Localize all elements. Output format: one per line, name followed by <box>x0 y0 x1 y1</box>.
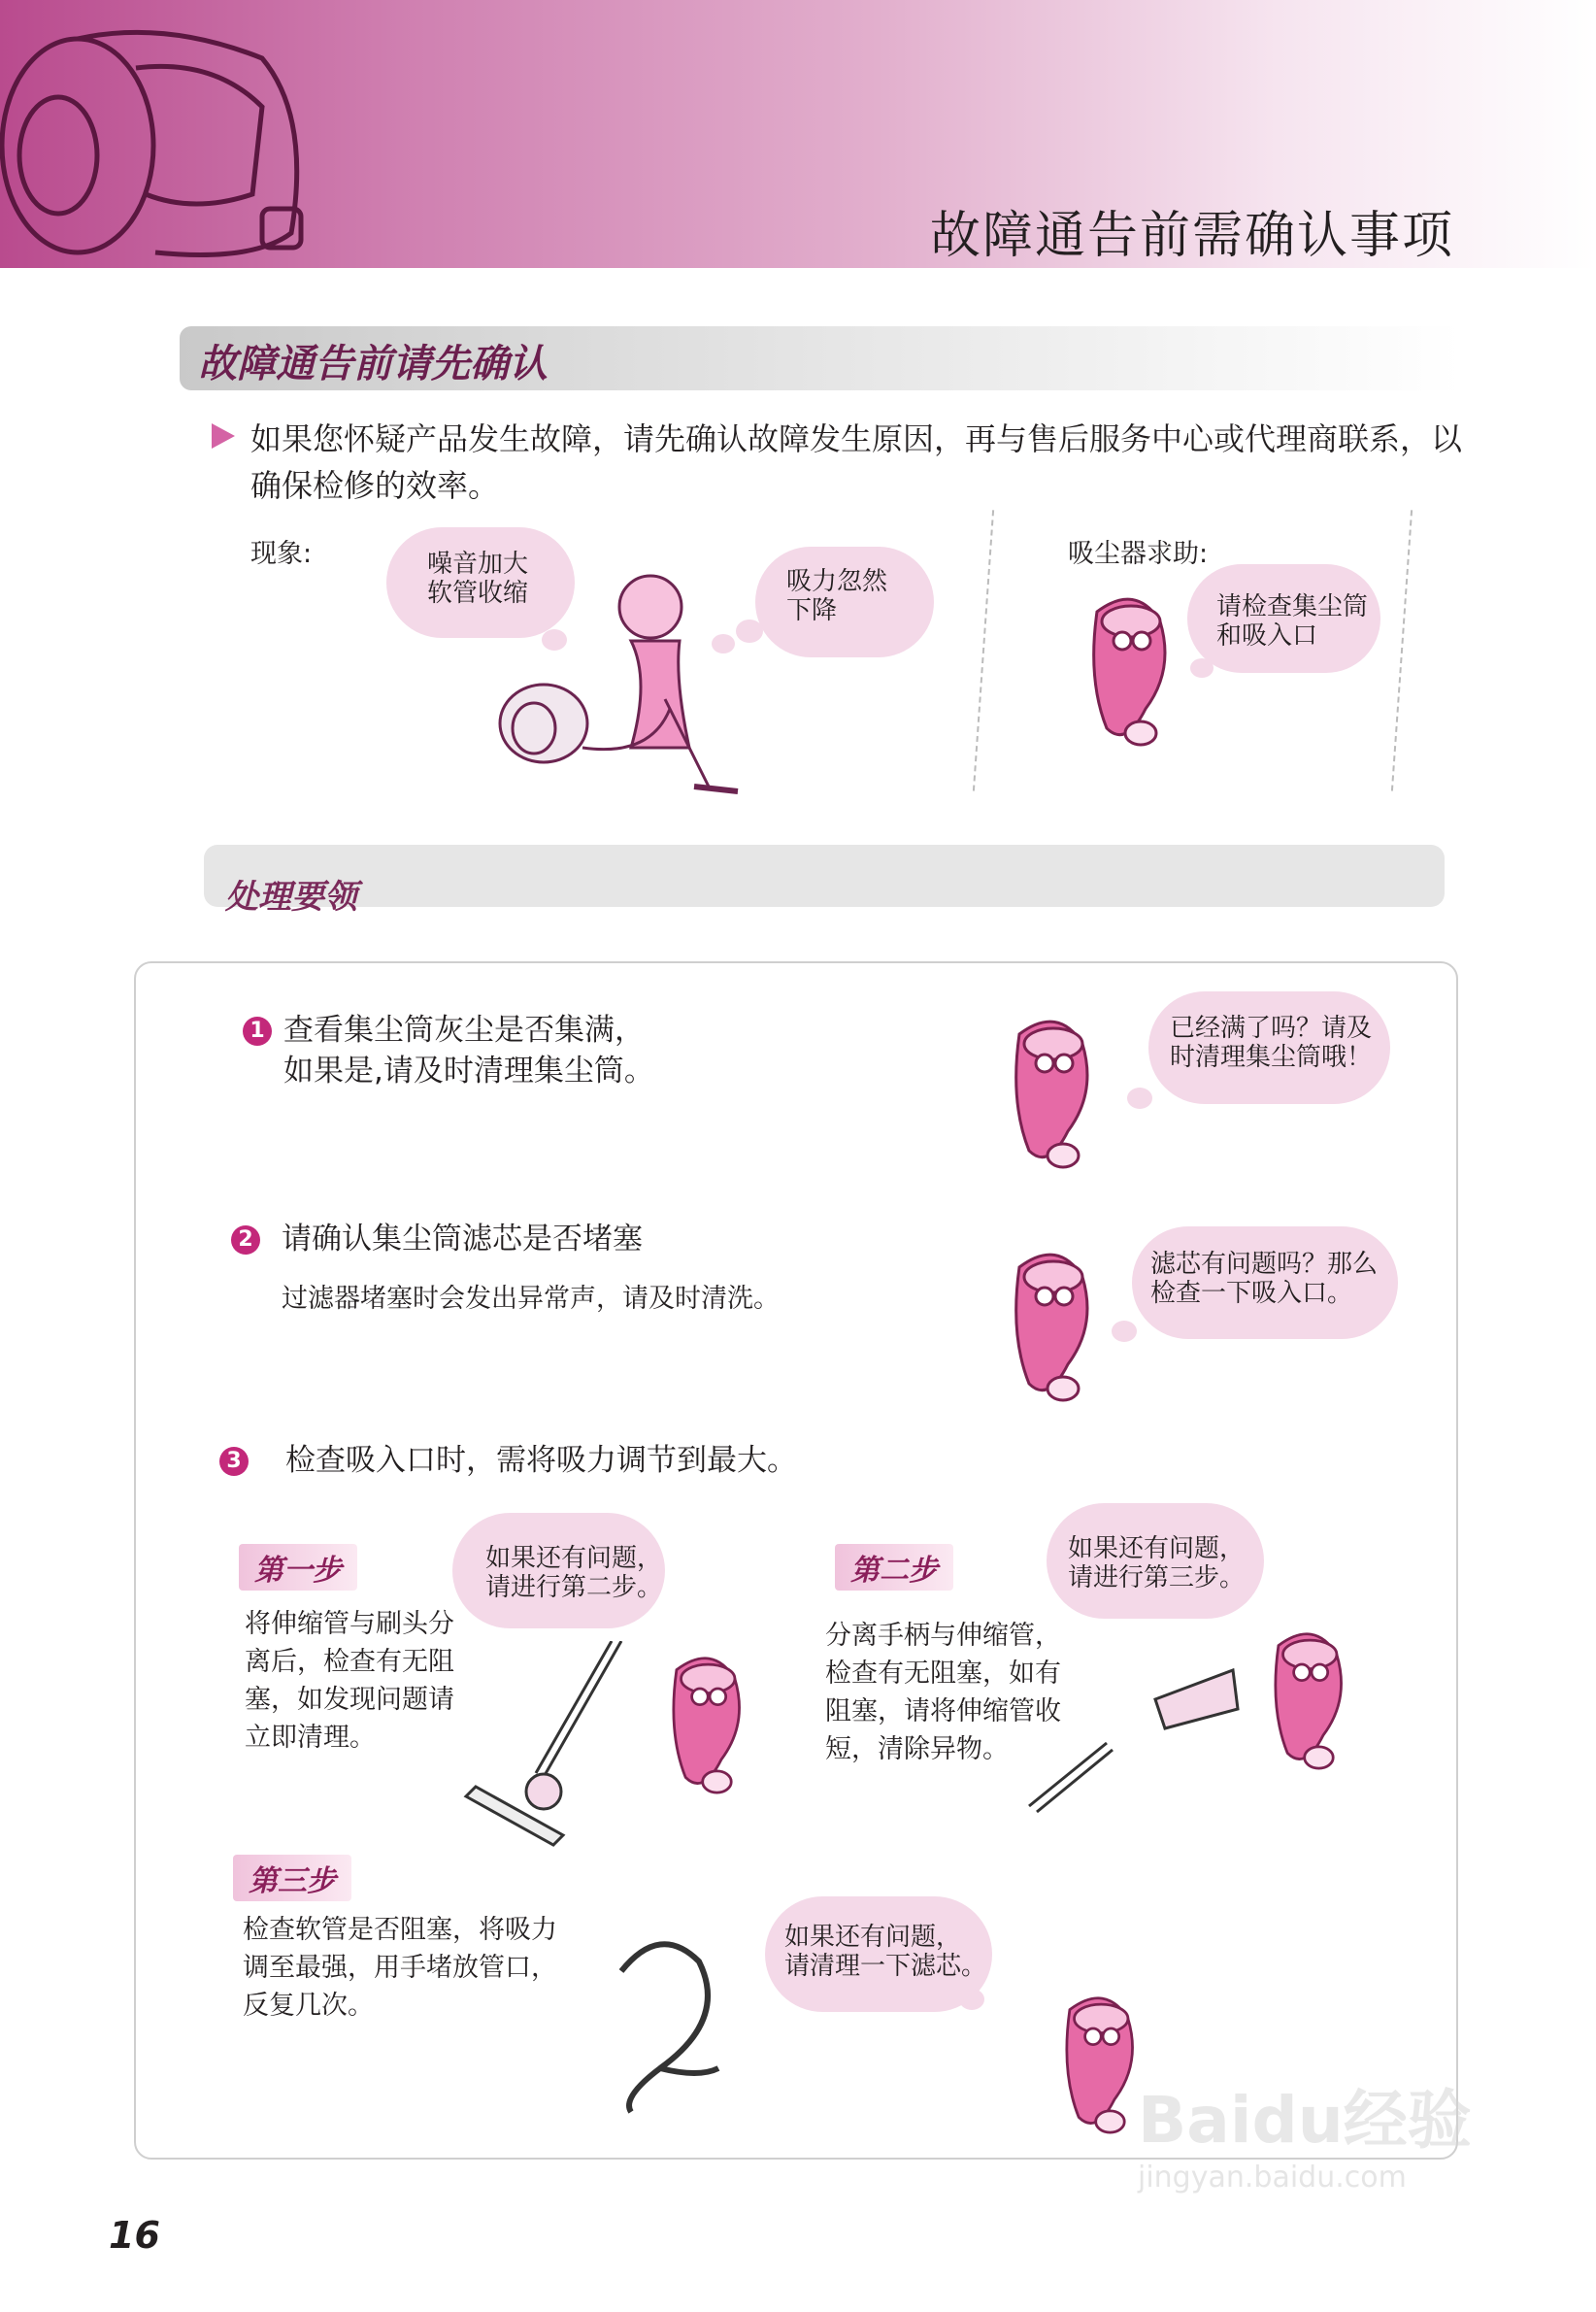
mascot-illustration <box>1243 1617 1359 1782</box>
section-title-bar <box>204 845 1445 907</box>
intro-text: 如果您怀疑产品发生故障，请先确认故障发生原因，再与售后服务中心或代理商联系，以确保检修的效率。 <box>250 420 1463 504</box>
step-label: 第二步 <box>835 1544 953 1591</box>
item-bubble-text: 已经满了吗？请及 时清理集尘筒哦！ <box>1170 1014 1373 1072</box>
mascot-illustration <box>981 1005 1107 1180</box>
nozzle-illustration <box>447 1641 641 1855</box>
page-number: 16 <box>109 2214 160 2257</box>
step-bubble-text: 如果还有问题， 请进行第二步。 <box>485 1544 663 1602</box>
item-text: 查看集尘筒灰尘是否集满， 如果是,请及时清理集尘筒。 <box>283 1013 654 1089</box>
step-bubble-text: 如果还有问题， 请清理一下滤芯。 <box>784 1923 987 1981</box>
bubble-suction-text: 吸力忽然 下降 <box>786 567 888 625</box>
dashed-divider <box>1391 510 1414 791</box>
thought-dot <box>961 1991 982 2008</box>
step-number-badge: 3 <box>219 1447 249 1476</box>
thought-dot <box>1129 1089 1150 1107</box>
triangle-bullet-icon <box>212 423 235 449</box>
item-text: 检查吸入口时，需将吸力调节到最大。 <box>285 1443 797 1478</box>
baidu-watermark <box>1138 2068 1507 2224</box>
step-label: 第一步 <box>239 1544 357 1591</box>
step-number-badge: 1 <box>243 1017 272 1046</box>
hose-illustration <box>602 1923 738 2117</box>
step-text: 将伸缩管与刷头分 离后，检查有无阻 塞，如发现问题请 立即清理。 <box>245 1609 454 1753</box>
bubble-noise-text: 噪音加大 软管收缩 <box>427 550 529 608</box>
handle-illustration <box>1019 1651 1252 1816</box>
step-bubble-text: 如果还有问题， 请进行第三步。 <box>1068 1534 1246 1592</box>
watermark-url: jingyan.baidu.com <box>1138 2161 1407 2195</box>
mascot-illustration <box>641 1641 757 1806</box>
item-subtext: 过滤器堵塞时会发出异常声，请及时清洗。 <box>282 1284 780 1314</box>
mascot-illustration <box>1058 583 1184 757</box>
thought-dot <box>1192 660 1212 676</box>
vacuum-header-illustration <box>0 0 320 268</box>
dashed-divider <box>973 510 996 791</box>
step-text: 检查软管是否阻塞，将吸力 调至最强，用手堵放管口， 反复几次。 <box>243 1915 557 2021</box>
page-title: 故障通告前需确认事项 <box>929 207 1454 265</box>
symptom-label: 现象: <box>250 539 313 569</box>
step-number-badge: 2 <box>231 1225 260 1255</box>
step-text: 分离手柄与伸缩管， 检查有无阻塞，如有 阻塞，请将伸缩管收 短，清除异物。 <box>825 1621 1061 1764</box>
thought-dot <box>1114 1323 1135 1340</box>
watermark-brand: Baidu经验 <box>1138 2083 1472 2158</box>
step-label: 第三步 <box>233 1855 351 1901</box>
mascot-illustration <box>1034 1981 1150 2146</box>
item-bubble-text: 滤芯有问题吗？那么 检查一下吸入口。 <box>1150 1250 1379 1308</box>
mascot-illustration <box>981 1238 1107 1413</box>
help-label: 吸尘器求助: <box>1068 539 1209 569</box>
section-title: 故障通告前请先确认 <box>198 342 548 386</box>
section-title: 处理要领 <box>225 878 357 917</box>
bubble-check-text: 请检查集尘筒 和吸入口 <box>1216 592 1369 651</box>
woman-vacuuming-illustration <box>485 553 757 806</box>
item-text: 请确认集尘筒滤芯是否堵塞 <box>282 1222 643 1257</box>
